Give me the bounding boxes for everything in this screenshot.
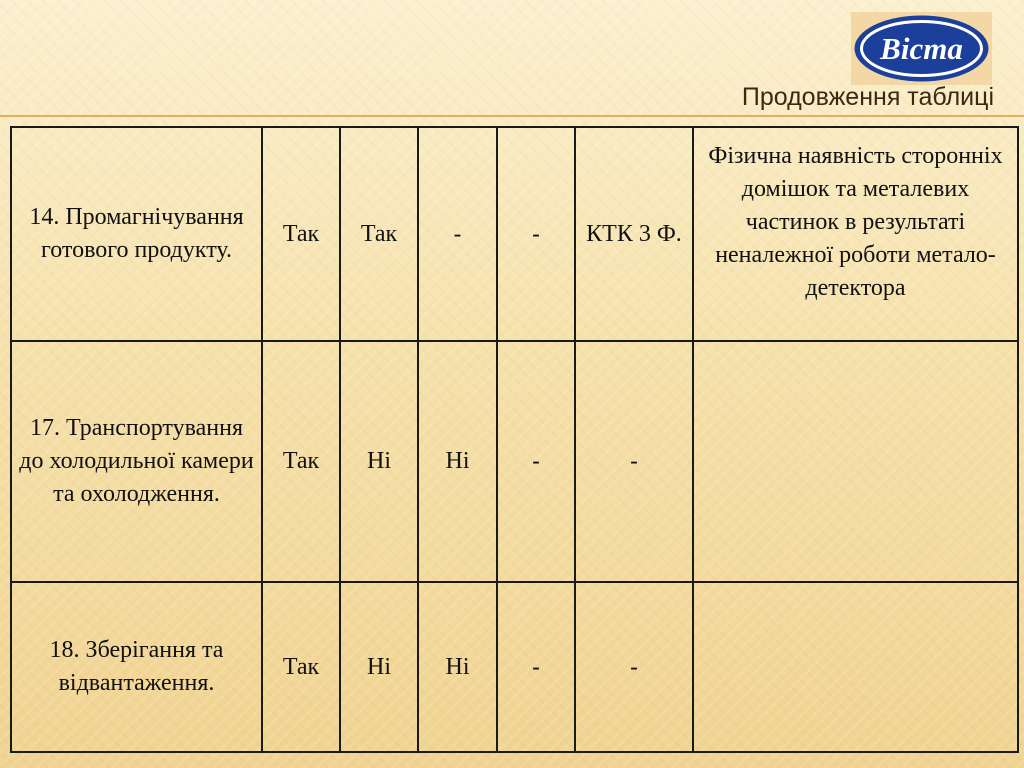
table-cell: Так <box>262 341 340 582</box>
table-cell: - <box>575 341 693 582</box>
table-row <box>11 582 1018 752</box>
stage-cell: 18. Зберігання та відвантаження. <box>11 582 262 752</box>
table-cell: - <box>497 341 575 582</box>
stage-cell: 14. Промагнічування готового продукту. <box>11 127 262 341</box>
table-cell: Фізична наявність сторонніх домішок та металевих частинок в результаті неналежної роботи метало-детектора <box>693 127 1018 341</box>
table-cell: Так <box>262 127 340 341</box>
table-row <box>11 127 1018 341</box>
table-cell: - <box>418 127 497 341</box>
table-cell: Ні <box>340 341 418 582</box>
table-cell <box>693 341 1018 582</box>
logo-badge-icon <box>851 12 992 85</box>
table-cell: Так <box>340 127 418 341</box>
table-cell: - <box>575 582 693 752</box>
table-cell: Ні <box>340 582 418 752</box>
page-subtitle: Продовження таблиці <box>741 83 994 111</box>
table-cell <box>693 582 1018 752</box>
table-cell: Ні <box>418 582 497 752</box>
table-cell: Так <box>262 582 340 752</box>
logo-text: Віста <box>880 31 963 66</box>
table-row <box>11 341 1018 582</box>
table-cell: КТК 3 Ф. <box>575 127 693 341</box>
vista-logo <box>851 12 992 85</box>
table-cell: - <box>497 582 575 752</box>
stage-cell: 17. Транспортування до холодильної камери та охолодження. <box>11 341 262 582</box>
haccp-table <box>10 126 1019 753</box>
table-cell: Ні <box>418 341 497 582</box>
table-cell: - <box>497 127 575 341</box>
heading-divider <box>0 115 1024 117</box>
